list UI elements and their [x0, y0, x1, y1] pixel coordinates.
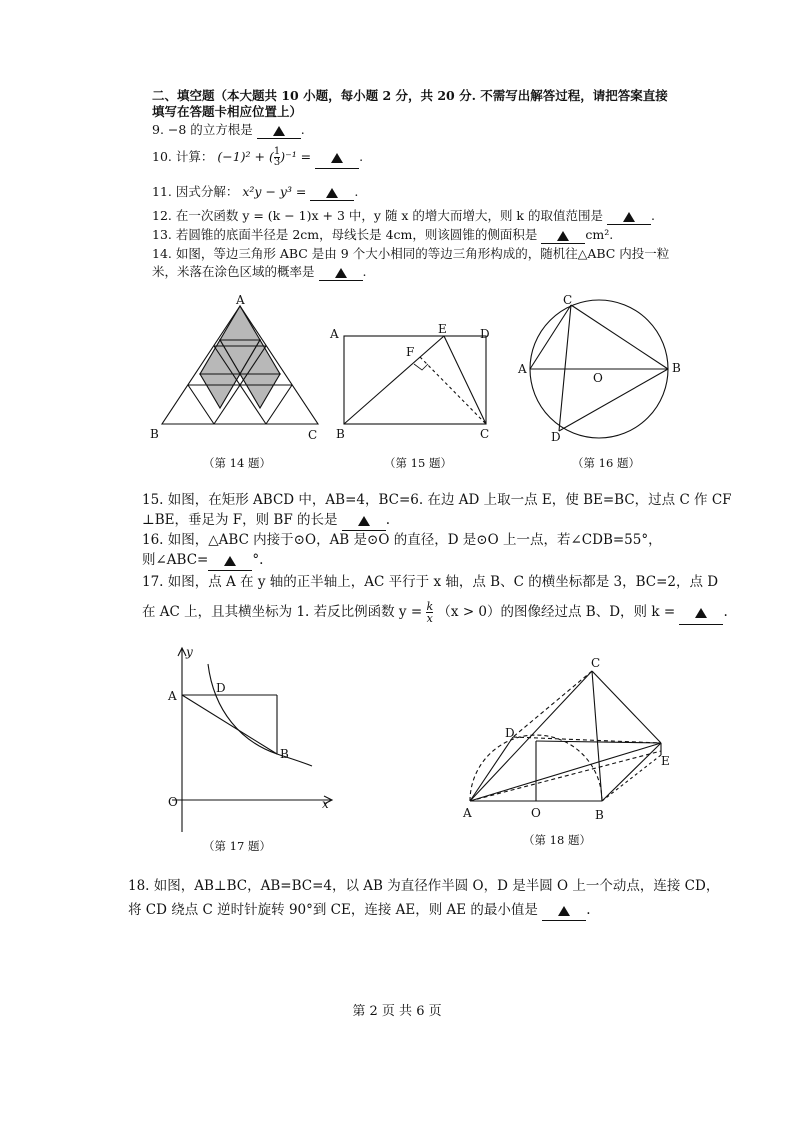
label-B: B: [672, 361, 681, 375]
question-13: [152, 227, 613, 244]
q13-text: 13. 若圆锥的底面半径是 2cm，母线长是 4cm，则该圆锥的侧面积是: [152, 227, 538, 242]
q10-expr-b: )⁻¹ =: [280, 149, 312, 164]
label-B: B: [595, 808, 604, 822]
q17-fraction: [426, 601, 433, 624]
caption-fig16: （第 16 题）: [572, 456, 640, 470]
figure-15: [330, 322, 500, 442]
q11-expr: x²y − y³ =: [242, 184, 307, 199]
label-D: D: [216, 681, 226, 695]
label-B: B: [336, 427, 345, 441]
question-18-line1: 18. 如图，AB⊥BC，AB=BC=4，以 AB 为直径作半圆 O，D 是半圆 O 上一个动点，连接 CD，: [128, 878, 720, 894]
q11-prefix: 11. 因式分解：: [152, 184, 239, 199]
question-15-line2: ⊥BE，垂足为 F，则 BF 的长是 .: [142, 510, 390, 531]
triangle-icon: [326, 188, 338, 198]
question-18-line2: 将 CD 绕点 C 逆时针旋转 90°到 CE，连接 AE，则 AE 的最小值是 .: [128, 900, 591, 921]
figure-18: [455, 655, 685, 825]
figure-16: [515, 294, 690, 444]
answer-blank: [315, 146, 359, 169]
page-footer: 第 2 页 共 6 页: [352, 1004, 442, 1019]
figure-17: [162, 642, 342, 837]
triangle-icon: [557, 231, 569, 241]
q14-line2-text: 米，米落在涂色区域的概率是: [152, 264, 315, 279]
label-O: O: [531, 806, 541, 820]
answer-blank: [541, 227, 585, 244]
answer-blank: [257, 122, 301, 139]
question-14-line1: 14. 如图，等边三角形 ABC 是由 9 个大小相同的等边三角形构成的，随机往△ABC 内投一粒: [152, 246, 670, 261]
caption-fig15: （第 15 题）: [384, 456, 452, 470]
q16-line2b: °.: [252, 552, 264, 568]
q13-unit: cm².: [585, 227, 614, 242]
answer-blank: [310, 184, 354, 201]
label-O: O: [593, 371, 603, 385]
q15-line2-text: ⊥BE，垂足为 F，则 BF 的长是: [142, 512, 338, 528]
shaded-triangle: [220, 306, 260, 340]
question-16-line1: 16. 如图，△ABC 内接于⊙O，AB 是⊙O 的直径，D 是⊙O 上一点，若∠CDB=55°，: [142, 532, 662, 548]
answer-blank: [679, 600, 723, 625]
label-y: y: [186, 645, 193, 659]
figure-14: [150, 293, 320, 446]
question-16-line2: [142, 550, 263, 571]
answer-blank: [542, 900, 586, 921]
q17-frac-den: x: [426, 612, 433, 625]
question-14-line2: 米，米落在涂色区域的概率是 .: [152, 264, 367, 279]
label-x: x: [322, 797, 329, 811]
q10-frac-den: 3: [273, 157, 281, 168]
q10-prefix: 10. 计算：: [152, 149, 214, 164]
label-F: F: [406, 345, 415, 359]
answer-blank: [319, 264, 363, 281]
triangle-icon: [623, 212, 635, 222]
label-A: A: [236, 293, 245, 307]
answer-blank: [342, 510, 386, 531]
shaded-triangle: [240, 374, 280, 408]
label-D: D: [551, 430, 561, 444]
triangle-icon: [331, 153, 343, 163]
caption-fig18: （第 18 题）: [523, 833, 591, 847]
q10-frac-num: 1: [273, 146, 281, 157]
label-E: E: [438, 322, 447, 336]
label-E: E: [661, 754, 670, 768]
label-O: O: [168, 795, 178, 809]
q16-line2a: 则∠ABC=: [142, 552, 209, 568]
label-C: C: [563, 293, 573, 307]
label-A: A: [518, 362, 527, 376]
answer-blank: [208, 550, 252, 571]
label-D: D: [480, 327, 490, 341]
question-11: 11. 因式分解： x²y − y³ = .: [152, 184, 359, 199]
q17-line2b: （x > 0）的图像经过点 B、D，则 k =: [437, 604, 676, 620]
triangle-icon: [358, 516, 370, 526]
label-A: A: [330, 327, 339, 341]
label-B: B: [150, 427, 159, 441]
label-C: C: [480, 427, 490, 441]
label-D: D: [505, 726, 515, 740]
label-A: A: [168, 689, 177, 703]
question-17-line1: 17. 如图，点 A 在 y 轴的正半轴上，AC 平行于 x 轴，点 B、C 的横坐标都是 3，BC=2，点 D: [142, 574, 719, 590]
question-10: 10. 计算： (−1)² + ( $\frac{1}{3}$ )⁻¹ = .: [152, 146, 364, 168]
q17-line2a: 在 AC 上，且其横坐标为 1. 若反比例函数 y =: [142, 604, 423, 620]
answer-blank: [607, 208, 651, 225]
label-B: B: [280, 747, 289, 761]
question-12: 12. 在一次函数 y = (k − 1)x + 3 中，y 随 x 的增大而增大，则 k 的取值范围是 .: [152, 208, 655, 223]
label-C: C: [308, 428, 318, 442]
triangle-icon: [273, 126, 285, 136]
label-A: A: [463, 806, 472, 820]
caption-fig14: （第 14 题）: [203, 456, 271, 470]
shaded-triangle: [200, 374, 240, 408]
q10-expr-a: (−1)² + (: [217, 149, 274, 164]
caption-fig17: （第 17 题）: [203, 839, 271, 853]
q18-line2-text: 将 CD 绕点 C 逆时针旋转 90°到 CE，连接 AE，则 AE 的最小值是: [128, 902, 538, 918]
question-9: 9. −8 的立方根是 .: [152, 122, 305, 137]
question-15-line1: 15. 如图，在矩形 ABCD 中，AB=4，BC=6. 在边 AD 上取一点 E，使 BE=BC，过点 C 作 CF: [142, 492, 732, 508]
triangle-icon: [558, 906, 570, 916]
question-17-line2: 在 AC 上，且其横坐标为 1. 若反比例函数 y = $\frac{k}{x}$ （x > 0）的图像经过点 B、D，则 k = .: [142, 600, 728, 625]
hyperbola-curve: [208, 664, 312, 766]
label-C: C: [591, 656, 601, 670]
q12-text: 12. 在一次函数 y = (k − 1)x + 3 中，y 随 x 的增大而增大，则 k 的取值范围是: [152, 208, 603, 223]
triangle-icon: [224, 556, 236, 566]
triangle-icon: [335, 268, 347, 278]
q17-frac-num: k: [426, 600, 434, 613]
section-heading-cont: 填写在答题卡相应位置上）: [152, 104, 303, 119]
section-heading: 二、填空题（本大题共 10 小题，每小题 2 分，共 20 分. 不需写出解答过程，请把答案直接: [152, 88, 668, 103]
triangle-icon: [695, 608, 707, 618]
q9-text: 9. −8 的立方根是: [152, 122, 253, 137]
